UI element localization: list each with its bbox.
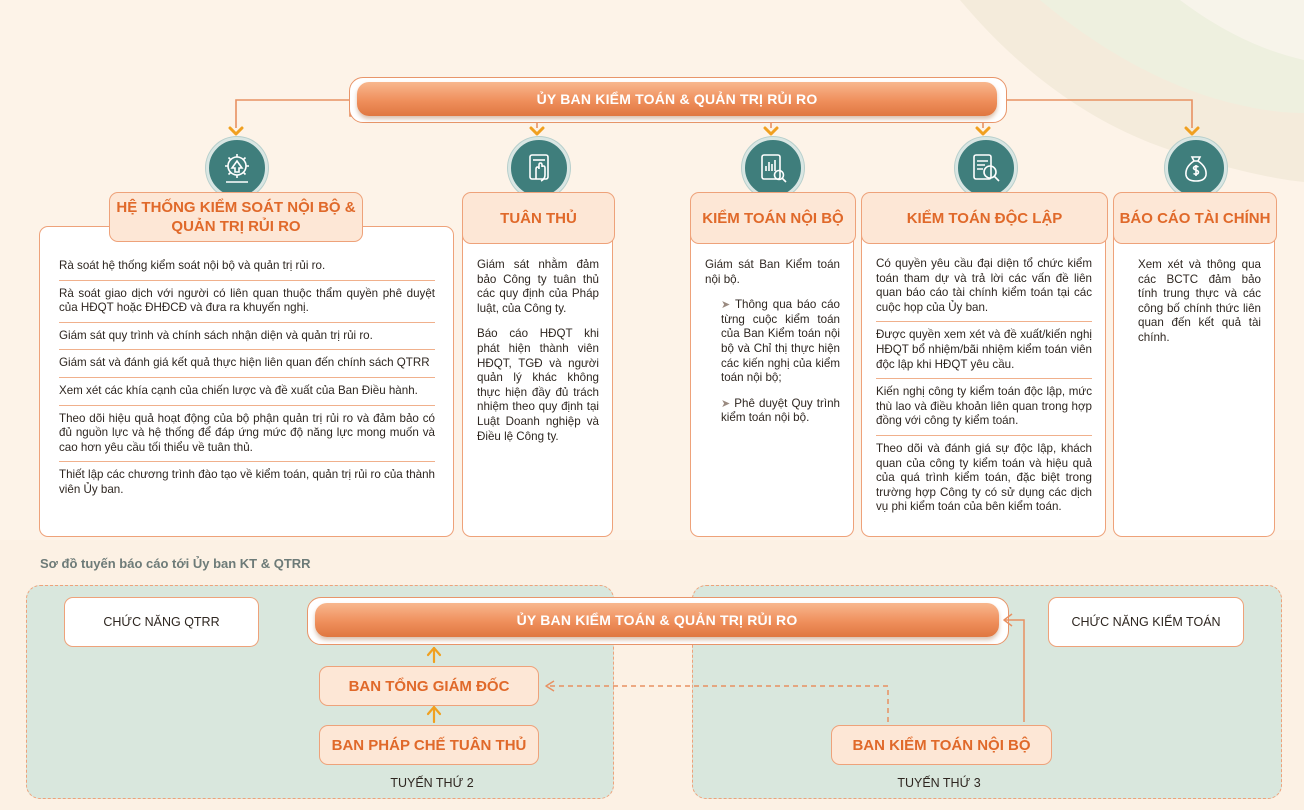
- gear-shield-icon: [206, 137, 268, 199]
- internal-control-item: Giám sát và đánh giá kết quả thực hiện liên quan đến chính sách QTRR: [59, 350, 435, 378]
- internal-control-item: Rà soát giao dịch với người có liên quan thuộc thẩm quyền phê duyệt của HĐQT hoặc ĐHĐCĐ và đưa ra khuyến nghị.: [59, 281, 435, 323]
- report-magnifier-icon: [742, 137, 804, 199]
- financial-report-card: [1113, 226, 1275, 537]
- independent-audit-heading: KIỂM TOÁN ĐỘC LẬP: [861, 192, 1108, 244]
- internal-control-item: Theo dõi hiệu quả hoạt động của bộ phận quản trị rủi ro và đảm bảo có đủ nguồn lực và hệ thống để đáp ứng mức độ năng lực mong muốn và cao hơn yêu cầu tối thiểu về tuân thủ.: [59, 406, 435, 463]
- internal-control-item: Thiết lập các chương trình đào tạo về kiểm toán, quản trị rủi ro của thành viên Ủy ban.: [59, 468, 435, 496]
- internal-audit-subitem-text: Thông qua báo cáo từng cuộc kiểm toán của Ban Kiểm toán nội bộ và Chỉ thị thực hiện các kiến nghị của kiểm toán nội bộ;: [721, 298, 841, 385]
- compliance-heading: TUÂN THỦ: [462, 192, 615, 244]
- arrow-bullet-icon: ➤: [721, 397, 731, 410]
- internal-control-item: Xem xét các khía cạnh của chiến lược và đề xuất của Ban Điều hành.: [59, 378, 435, 406]
- internal-audit-subitem-text: Phê duyệt Quy trình kiểm toán nội bộ.: [721, 396, 840, 425]
- internal-audit-subitem: [721, 397, 840, 426]
- legal-compliance-box: BAN PHÁP CHẾ TUÂN THỦ: [319, 725, 539, 765]
- compliance-text: Báo cáo HĐQT khi phát hiện thành viên HĐQT, TGĐ và người quản lý khác không thực hiện đầy đủ trách nhiệm theo quy định tại Luật Doanh nghiệp và Điều lệ Công ty.: [477, 327, 599, 443]
- third-line-label: TUYẾN THỨ 3: [897, 776, 981, 790]
- internal-control-item: Giám sát quy trình và chính sách nhận diện và quản trị rủi ro.: [59, 323, 435, 351]
- second-line-label: TUYẾN THỨ 2: [390, 776, 474, 790]
- ceo-board-box: BAN TỔNG GIÁM ĐỐC: [319, 666, 539, 706]
- internal-audit-heading: KIỂM TOÁN NỘI BỘ: [690, 192, 856, 244]
- money-bag-icon: [1165, 137, 1227, 199]
- internal-control-item: Rà soát hệ thống kiểm soát nội bộ và quản trị rủi ro.: [59, 253, 435, 281]
- compliance-card: [462, 226, 613, 537]
- internal-control-card: [39, 226, 454, 537]
- independent-audit-item: Kiến nghị công ty kiểm toán độc lập, mức thù lao và điều khoản liên quan trong hợp đồng với công ty kiểm toán.: [876, 379, 1092, 436]
- document-search-icon: [955, 137, 1017, 199]
- financial-report-text: Xem xét và thông qua các BCTC đảm bảo tính trung thực và các công bố chính thức liên quan đến kết quả tài chính.: [1138, 258, 1261, 344]
- internal-audit-card: [690, 226, 854, 537]
- internal-audit-intro: Giám sát Ban Kiểm toán nội bộ.: [705, 258, 840, 286]
- financial-report-heading: BÁO CÁO TÀI CHÍNH: [1113, 192, 1277, 244]
- arrow-bullet-icon: ➤: [721, 299, 731, 312]
- independent-audit-card: [861, 226, 1106, 537]
- committee-banner-bottom: ỦY BAN KIỂM TOÁN & QUẢN TRỊ RỦI RO: [315, 603, 999, 637]
- audit-function-box: CHỨC NĂNG KIỂM TOÁN: [1048, 597, 1244, 647]
- internal-audit-box: BAN KIỂM TOÁN NỘI BỘ: [831, 725, 1052, 765]
- independent-audit-item: Có quyền yêu cầu đại diện tổ chức kiểm toán tham dự và trả lời các vấn đề liên quan báo cáo tài chính kiểm toán tại các cuộc họp của Ủy ban.: [876, 251, 1092, 322]
- hand-document-icon: [508, 137, 570, 199]
- compliance-text: Giám sát nhằm đảm bảo Công ty tuân thủ các quy định của Pháp luật, của Công ty.: [477, 258, 599, 315]
- independent-audit-item: Được quyền xem xét và đề xuất/kiến nghị HĐQT bổ nhiệm/bãi nhiệm kiểm toán viên độc lập khi HĐQT yêu cầu.: [876, 322, 1092, 379]
- independent-audit-item: Theo dõi và đánh giá sự độc lập, khách quan của công ty kiểm toán và hiệu quả của quá trình kiểm toán, đặc biệt trong trường hợp Công ty có sử dụng các dịch vụ phi kiểm toán của bên kiểm toán.: [876, 441, 1092, 514]
- internal-audit-subitem: [721, 298, 840, 386]
- committee-title-banner: ỦY BAN KIỂM TOÁN & QUẢN TRỊ RỦI RO: [357, 82, 997, 116]
- internal-control-heading: HỆ THỐNG KIỂM SOÁT NỘI BỘ & QUẢN TRỊ RỦI RO: [109, 192, 363, 242]
- reporting-diagram-subtitle: Sơ đồ tuyến báo cáo tới Ủy ban KT & QTRR: [40, 556, 311, 571]
- risk-function-box: CHỨC NĂNG QTRR: [64, 597, 259, 647]
